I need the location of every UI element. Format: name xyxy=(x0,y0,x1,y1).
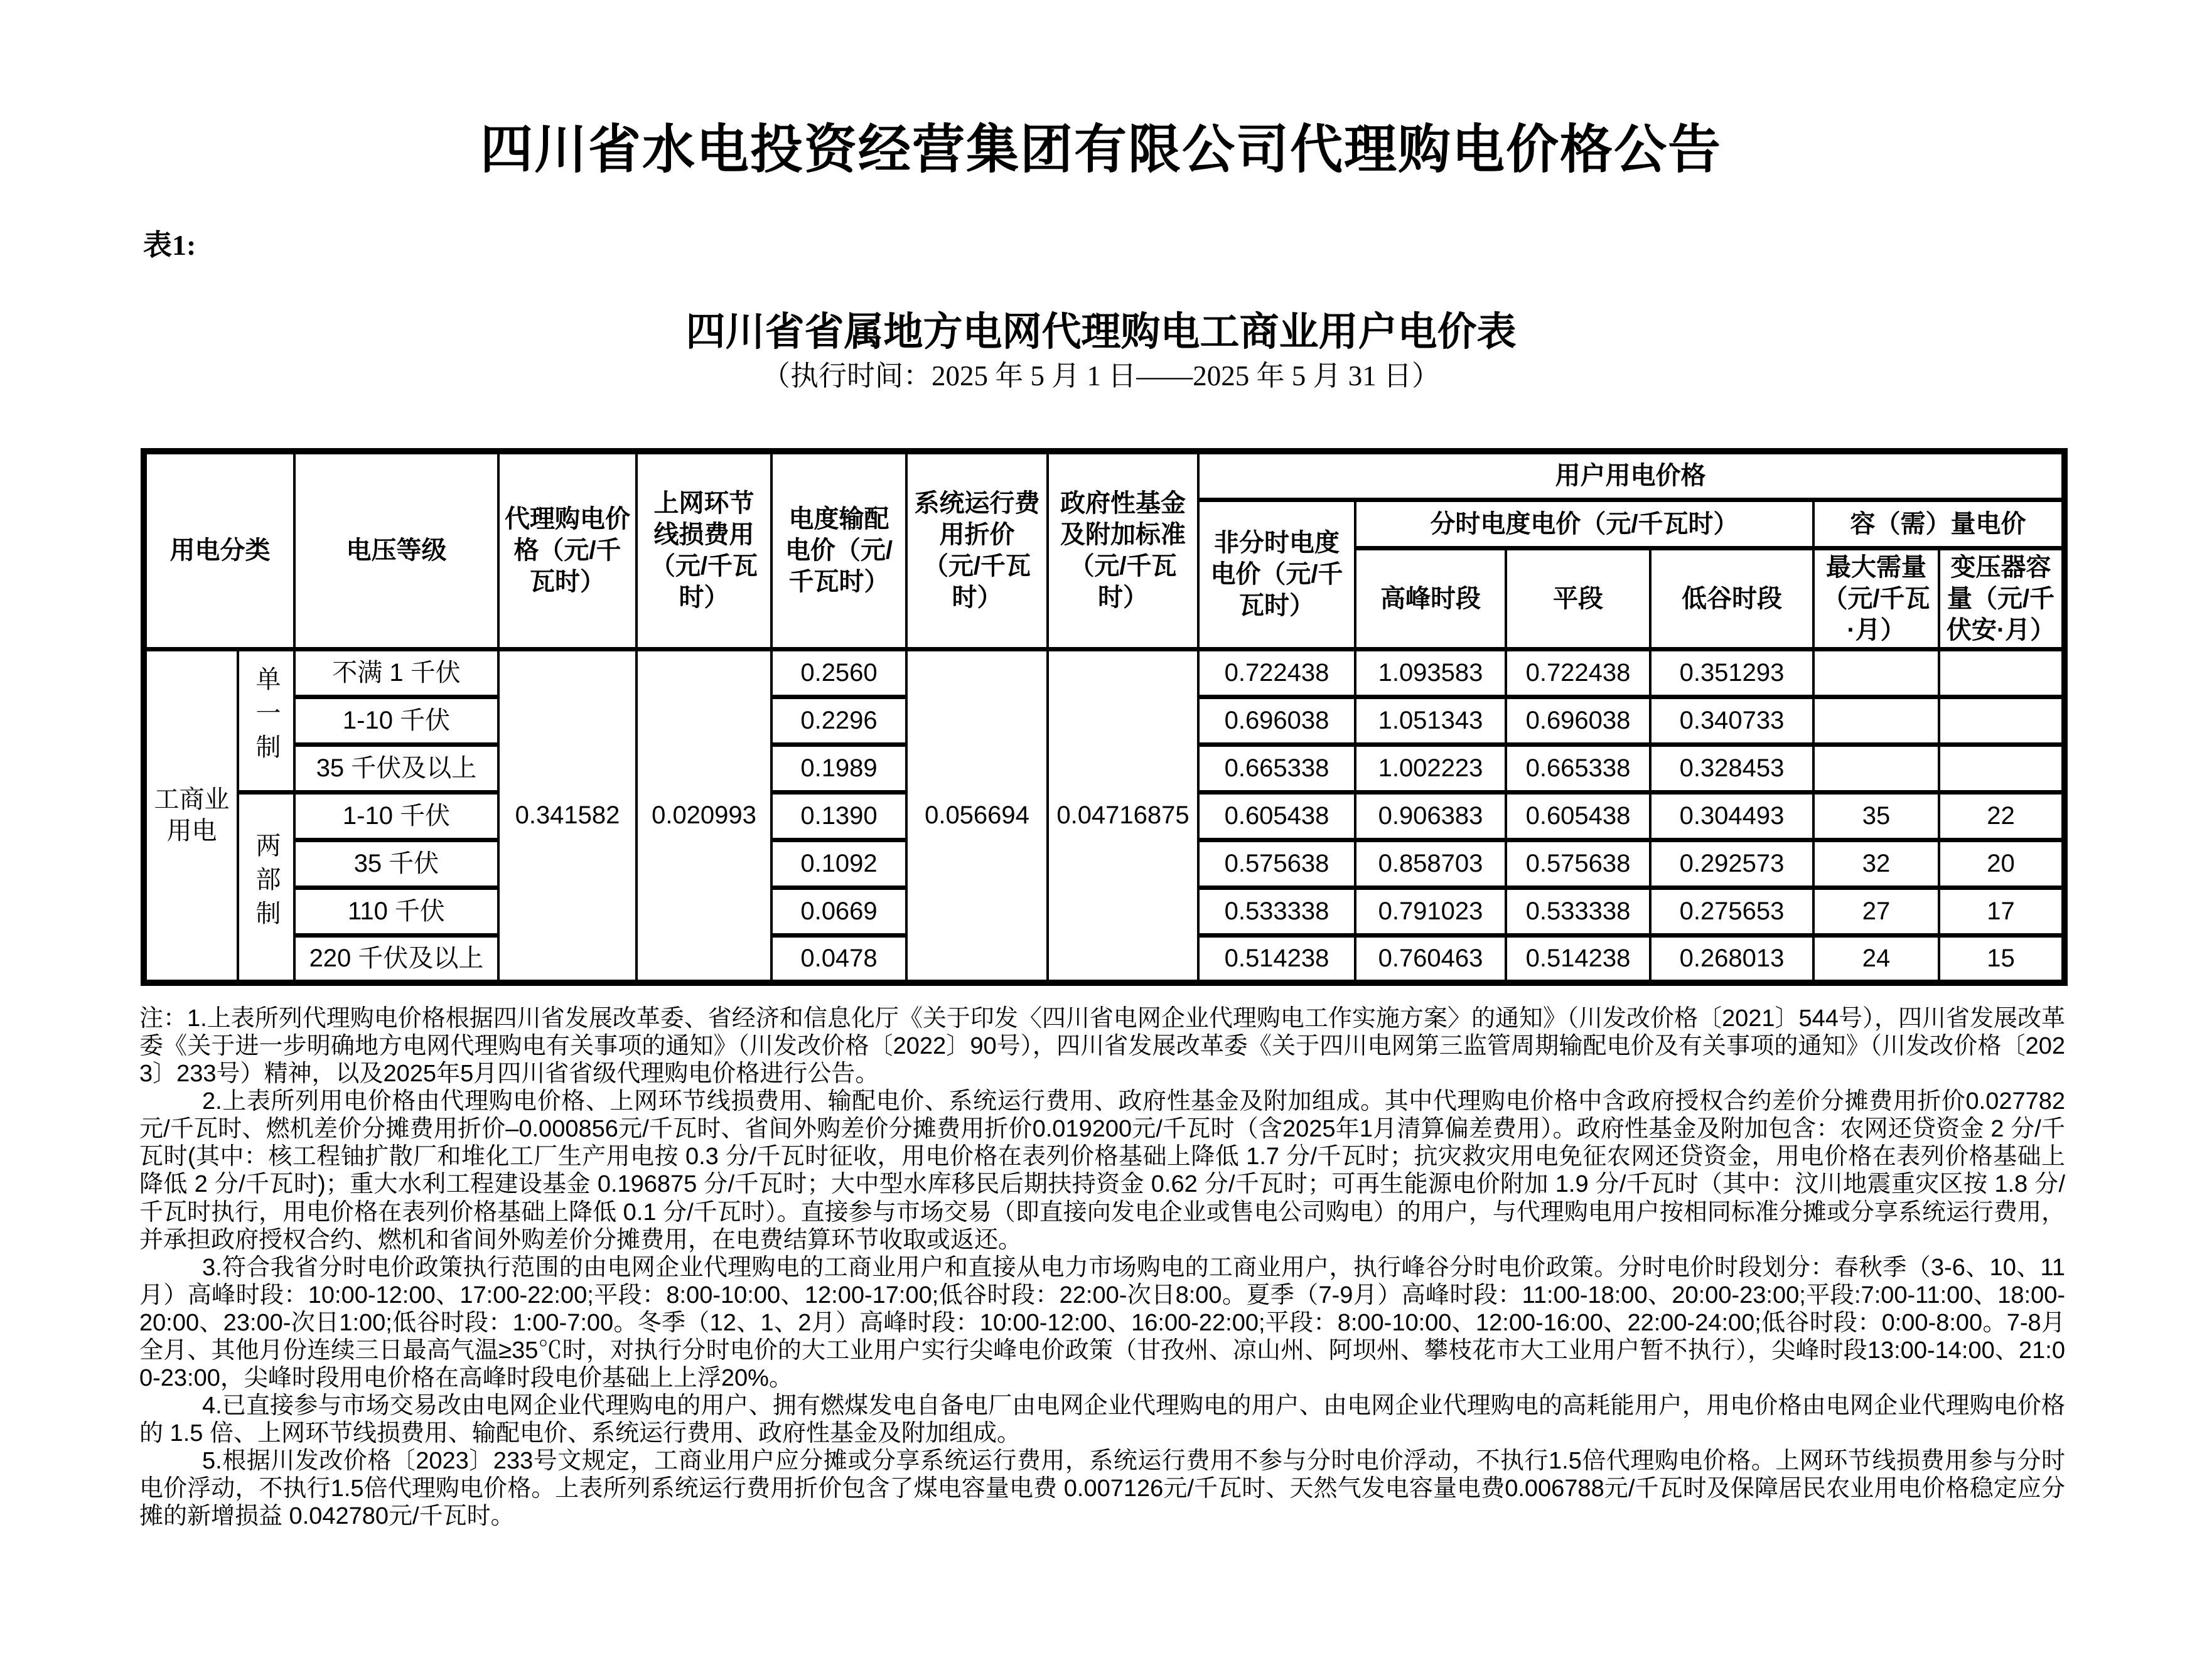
cell-non-tou: 0.605438 xyxy=(1198,792,1355,840)
cell-transformer: 20 xyxy=(1939,840,2065,887)
table-subtitle: （执行时间：2025 年 5 月 1 日——2025 年 5 月 31 日） xyxy=(761,360,1440,392)
note-1: 注：1.上表所列代理购电价格根据四川省发展改革委、省经济和信息化厅《关于印发〈四川省电网企业代理购电工作实施方案〉的通知》（川发改价格〔2021〕544号），四川省发展改革委《关于进一步明确地方电网代理购电有关事项的通知》（川发改价格〔2022〕90号），四川省发展改革委《关于四川电网第三监管周期输配电价及有关事项的通知》（川发改价格〔2023〕233号）精神，以及2025年5月四川省省级代理购电价格进行公告。 xyxy=(139,1005,2065,1088)
cell-line-loss: 0.020993 xyxy=(636,649,771,983)
note-2: 2.上表所列用电价格由代理购电价格、上网环节线损费用、输配电价、系统运行费用、政府性基金及附加组成。其中代理购电价格中含政府授权合约差价分摊费用折价0.027782元/千瓦时、燃机差价分摊费用折价–0.000856元/千瓦时、省间外购差价分摊费用折价0.019200元/千瓦时（含2025年1月清算偏差费用）。政府性基金及附加包含：农网还贷资金 2 分/千瓦时(其中：核工程铀扩散厂和堆化工厂生产用电按 0.3 分/千瓦时征收，用电价格在表列价格基础上降低 1.7 分/千瓦时；抗灾救灾用电免征农网还贷资金，用电价格在表列价格基础上降低 2 分/千瓦时)；重大水利工程建设基金 0.196875 分/千瓦时；大中型水库移民后期扶持资金 0.62 分/千瓦时；可再生能源电价附加 1.9 分/千瓦时（其中：汶川地震重灾区按 1.8 分/千瓦时执行，用电价格在表列价格基础上降低 0.1 分/千瓦时）。直接参与市场交易（即直接向发电企业或售电公司购电）的用户，与代理购电用户按相同标准分摊或分享系统运行费用，并承担政府授权合约、燃机和省间外购差价分摊费用，在电费结算环节收取或返还。 xyxy=(139,1088,2065,1253)
header-max-demand: 最大需量（元/千瓦·月） xyxy=(1813,548,1939,649)
header-non-tou-price: 非分时电度电价（元/千瓦时） xyxy=(1198,500,1355,649)
cell-gov-fund: 0.04716875 xyxy=(1048,649,1198,983)
single-system-label: 单一制 xyxy=(252,666,280,768)
cell-flat: 0.665338 xyxy=(1506,744,1650,792)
cell-two-part-system xyxy=(238,792,294,983)
cell-non-tou: 0.696038 xyxy=(1198,697,1355,744)
cell-voltage: 110 千伏 xyxy=(294,887,498,935)
cell-valley: 0.351293 xyxy=(1650,649,1813,697)
header-capacity-price-group: 容（需）量电价 xyxy=(1813,500,2065,548)
cell-max-demand xyxy=(1813,744,1939,792)
cell-transmission: 0.0669 xyxy=(771,887,906,935)
cell-voltage: 220 千伏及以上 xyxy=(294,935,498,983)
cell-transmission: 0.1989 xyxy=(771,744,906,792)
cell-non-tou: 0.722438 xyxy=(1198,649,1355,697)
header-line-loss: 上网环节线损费用（元/千瓦时） xyxy=(636,451,771,649)
cell-voltage: 1-10 千伏 xyxy=(294,792,498,840)
cell-flat: 0.722438 xyxy=(1506,649,1650,697)
cell-valley: 0.292573 xyxy=(1650,840,1813,887)
cell-peak: 0.791023 xyxy=(1355,887,1506,935)
cell-non-tou: 0.514238 xyxy=(1198,935,1355,983)
header-voltage-level: 电压等级 xyxy=(294,451,498,649)
header-usage-class: 用电分类 xyxy=(144,451,294,649)
cell-agency-price: 0.341582 xyxy=(498,649,636,983)
cell-transformer: 17 xyxy=(1939,887,2065,935)
header-peak: 高峰时段 xyxy=(1355,548,1506,649)
header-transformer-capacity: 变压器容量（元/千伏安·月） xyxy=(1939,548,2065,649)
header-valley: 低谷时段 xyxy=(1650,548,1813,649)
cell-transmission: 0.0478 xyxy=(771,935,906,983)
note-4: 4.已直接参与市场交易改由电网企业代理购电的用户、拥有燃煤发电自备电厂由电网企业代理购电的用户、由电网企业代理购电的高耗能用户，用电价格由电网企业代理购电价格的 1.5 倍、上网环节线损费用、输配电价、系统运行费用、政府性基金及附加组成。 xyxy=(139,1393,2065,1447)
header-user-price-group: 用户用电价格 xyxy=(1198,451,2065,500)
header-transmission-price: 电度输配电价（元/千瓦时） xyxy=(771,451,906,649)
cell-voltage: 不满 1 千伏 xyxy=(294,649,498,697)
cell-transformer: 22 xyxy=(1939,792,2065,840)
cell-peak: 1.051343 xyxy=(1355,697,1506,744)
cell-non-tou: 0.533338 xyxy=(1198,887,1355,935)
cell-max-demand xyxy=(1813,649,1939,697)
note-3: 3.符合我省分时电价政策执行范围的由电网企业代理购电的工商业用户和直接从电力市场购电的工商业用户，执行峰谷分时电价政策。分时电价时段划分：春秋季（3-6、10、11月）高峰时段：10:00-12:00、17:00-22:00;平段：8:00-10:00、12:00-17:00;低谷时段：22:00-次日8:00。夏季（7-9月）高峰时段：11:00-18:00、20:00-23:00;平段:7:00-11:00、18:00-20:00、23:00-次日1:00;低谷时段：1:00-7:00。冬季（12、1、2月）高峰时段：10:00-12:00、16:00-22:00;平段：8:00-10:00、12:00-16:00、22:00-24:00;低谷时段：0:00-8:00。7-8月全月、其他月份连续三日最高气温≥35℃时，对执行分时电价的大工业用户实行尖峰电价政策（甘孜州、凉山州、阿坝州、攀枝花市大工业用户暂不执行），尖峰时段13:00-14:00、21:00-23:00，尖峰时段用电价格在高峰时段电价基础上上浮20%。 xyxy=(139,1254,2065,1392)
cell-non-tou: 0.575638 xyxy=(1198,840,1355,887)
cell-peak: 1.093583 xyxy=(1355,649,1506,697)
cell-transmission: 0.2296 xyxy=(771,697,906,744)
cell-max-demand: 27 xyxy=(1813,887,1939,935)
header-agency-price: 代理购电价格（元/千瓦时） xyxy=(498,451,636,649)
header-flat: 平段 xyxy=(1506,548,1650,649)
header-system-operation-fee: 系统运行费用折价（元/千瓦时） xyxy=(906,451,1048,649)
table-title: 四川省省属地方电网代理购电工商业用户电价表 xyxy=(685,310,1517,354)
cell-valley: 0.328453 xyxy=(1650,744,1813,792)
cell-flat: 0.696038 xyxy=(1506,697,1650,744)
notes-section xyxy=(139,1005,2065,1530)
cell-flat: 0.575638 xyxy=(1506,840,1650,887)
cell-peak: 0.906383 xyxy=(1355,792,1506,840)
cell-transformer xyxy=(1939,649,2065,697)
cell-max-demand xyxy=(1813,697,1939,744)
cell-system-operation: 0.056694 xyxy=(906,649,1048,983)
header-tou-price-group: 分时电度电价（元/千瓦时） xyxy=(1355,500,1813,548)
cell-transmission: 0.2560 xyxy=(771,649,906,697)
cell-valley: 0.304493 xyxy=(1650,792,1813,840)
cell-valley: 0.275653 xyxy=(1650,887,1813,935)
cell-max-demand: 32 xyxy=(1813,840,1939,887)
cell-voltage: 1-10 千伏 xyxy=(294,697,498,744)
table-label: 表1: xyxy=(143,229,196,261)
cell-single-system xyxy=(238,649,294,792)
document-page xyxy=(0,120,2202,1530)
page-title: 四川省水电投资经营集团有限公司代理购电价格公告 xyxy=(480,120,1722,179)
cell-transformer xyxy=(1939,744,2065,792)
cell-usage-class: 工商业用电 xyxy=(144,649,238,983)
cell-transmission: 0.1092 xyxy=(771,840,906,887)
cell-peak: 0.760463 xyxy=(1355,935,1506,983)
cell-peak: 1.002223 xyxy=(1355,744,1506,792)
cell-transformer: 15 xyxy=(1939,935,2065,983)
cell-non-tou: 0.665338 xyxy=(1198,744,1355,792)
cell-flat: 0.533338 xyxy=(1506,887,1650,935)
table-row xyxy=(144,649,2065,697)
cell-flat: 0.605438 xyxy=(1506,792,1650,840)
cell-transmission: 0.1390 xyxy=(771,792,906,840)
two-part-system-label: 两部制 xyxy=(252,832,280,934)
cell-peak: 0.858703 xyxy=(1355,840,1506,887)
cell-max-demand: 35 xyxy=(1813,792,1939,840)
cell-voltage: 35 千伏 xyxy=(294,840,498,887)
cell-flat: 0.514238 xyxy=(1506,935,1650,983)
cell-valley: 0.340733 xyxy=(1650,697,1813,744)
cell-valley: 0.268013 xyxy=(1650,935,1813,983)
header-gov-fund: 政府性基金及附加标准（元/千瓦时） xyxy=(1048,451,1198,649)
cell-transformer xyxy=(1939,697,2065,744)
note-5: 5.根据川发改价格〔2023〕233号文规定，工商业用户应分摊或分享系统运行费用，系统运行费用不参与分时电价浮动，不执行1.5倍代理购电价格。上网环节线损费用参与分时电价浮动，不执行1.5倍代理购电价格。上表所列系统运行费用折价包含了煤电容量电费 0.007126元/千瓦时、天然气发电容量电费0.006788元/千瓦时及保障居民农业用电价格稳定应分摊的新增损益 0.042780元/千瓦时。 xyxy=(139,1448,2065,1530)
cell-max-demand: 24 xyxy=(1813,935,1939,983)
price-table xyxy=(141,448,2068,986)
header-row-1 xyxy=(144,451,2065,500)
cell-voltage: 35 千伏及以上 xyxy=(294,744,498,792)
